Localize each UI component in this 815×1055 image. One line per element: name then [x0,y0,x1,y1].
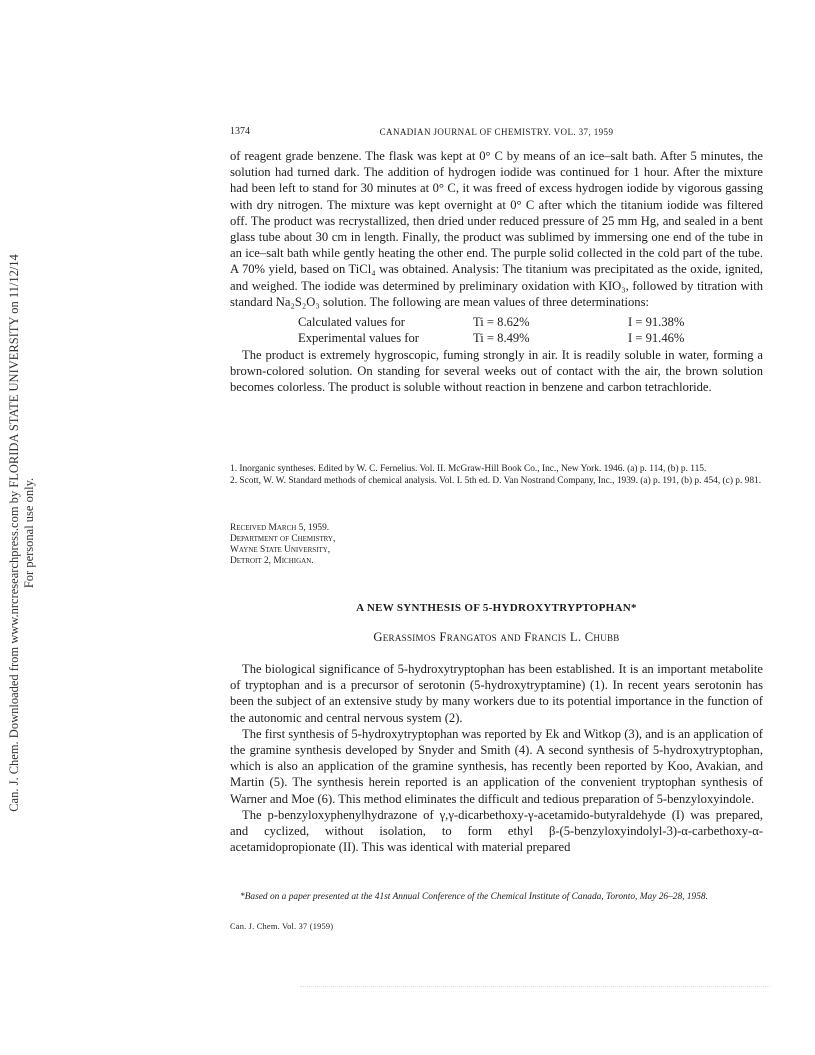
values-ti: Ti = 8.49% [473,331,530,346]
reference-item: 2. Scott, W. W. Standard methods of chemical analysis. Vol. I. 5th ed. D. Van Nostrand Company, Inc., 1939. (a) p. 191, (b) p. 454, (c) p. 981. [230,475,762,486]
page-header [230,126,763,140]
received-date: Received March 5, 1959. [230,523,330,533]
article-authors: Gerassimos Frangatos and Francis L. Chubb [373,630,620,644]
article-title: A NEW SYNTHESIS OF 5-HYDROXYTRYPTOPHAN* [356,602,637,614]
reference-list [230,464,763,487]
continued-section [230,148,763,396]
university: Wayne State University, [230,545,331,555]
footnote-text: *Based on a paper presented at the 41st Annual Conference of the Chemical Institute of Canada, Toronto, May 26–28, 1958. [240,892,708,902]
journal-reference: Can. J. Chem. Vol. 37 (1959) [230,922,334,931]
reference-item: 1. Inorganic syntheses. Edited by W. C. Fernelius. Vol. II. McGraw-Hill Book Co., Inc., New York. 1946. (a) p. 114, (b) p. 115. [230,464,707,474]
values-i: I = 91.46% [628,331,685,346]
values-ti: Ti = 8.62% [473,315,530,330]
page-number: 1374 [230,126,250,137]
article-paragraph-2: The first synthesis of 5-hydroxytryptophan was reported by Ek and Witkop (3), and is an application of the gramine synthesis developed by Snyder and Smith (4). A second synthesis of 5-hydroxytryptophan, which is also an application of the gramine synthesis, has recently been reported by Koo, Avakian, and Martin (5). The synthesis herein reported is an application of the convenient tryptophan synthesis of Warner and Moe (6). This method eliminates the difficult and tedious preparation of 5-benzyloxyindole. [230,726,763,806]
city: Detroit 2, Michigan. [230,556,314,566]
download-watermark-line2: For personal use only. [22,477,36,589]
continued-paragraph-1: of reagent grade benzene. The flask was kept at 0° C by means of an ice–salt bath. After 5 minutes, the solution had turned dark. The addition of hydrogen iodide was continued for 1 hour. After the mixture had been left to stand for 30 minutes at 0° C, it was freed of excess hydrogen iodide by vigorous gassing with dry nitrogen. The mixture was kept overnight at 0° C after which the titanium iodide was filtered off. The product was recrystallized, then dried under reduced pressure of 25 mm Hg, and sealed in a bent glass tube about 30 cm in length. Finally, the product was sublimed by immersing one end of the tube in an ice–salt bath while gently heating the other end. The purple solid collected in the cold part of the tube. A 70% yield, based on TiCl₄ was obtained. Analysis: The titanium was precipitated as the oxide, ignited, and weighed. The iodide was determined by preliminary oxidation with KIO₃, followed by titration with standard Na₂S₂O₃ solution. The following are mean values of three determinations: [230,149,763,309]
department: Department of Chemistry, [230,534,336,544]
values-label: Calculated values for [298,315,406,330]
footnote [230,892,763,903]
article-body [230,661,763,855]
download-watermark [7,193,37,873]
running-title: CANADIAN JOURNAL OF CHEMISTRY. VOL. 37, 1959 [379,127,614,137]
analysis-values [298,314,763,346]
values-i: I = 91.38% [628,315,685,330]
continued-paragraph-2: The product is extremely hygroscopic, fuming strongly in air. It is readily soluble in water, forming a brown-colored solution. On standing for several weeks out of contact with the air, the brown solution becomes colorless. The product is soluble without reaction in benzene and carbon tetrachloride. [230,348,763,395]
received-address [230,523,763,567]
article-paragraph-3: The p-benzyloxyphenylhydrazone of γ,γ-dicarbethoxy-γ-acetamido-butyraldehyde (I) was prepared, and cyclized, without isolation, to form ethyl β-(5-benzyloxyindolyl-3)-α-carbethoxy-α-acetamidopropionate (II). This was identical with material prepared [230,807,763,855]
values-label: Experimental values for [298,331,419,346]
scan-artifact-line [300,986,770,987]
values-row-calculated [298,314,763,330]
article-paragraph-1: The biological significance of 5-hydroxytryptophan has been established. It is an important metabolite of tryptophan and is a precursor of serotonin (5-hydroxytryptamine) (1). In recent years serotonin has been the subject of an extensive study by many workers due to its potential importance in the function of the autonomic and central nervous system (2). [230,662,763,725]
values-row-experimental [298,330,763,346]
download-watermark-line1: Can. J. Chem. Downloaded from www.nrcresearchpress.com by FLORIDA STATE UNIVERSITY on 11/12/14 [7,254,21,812]
